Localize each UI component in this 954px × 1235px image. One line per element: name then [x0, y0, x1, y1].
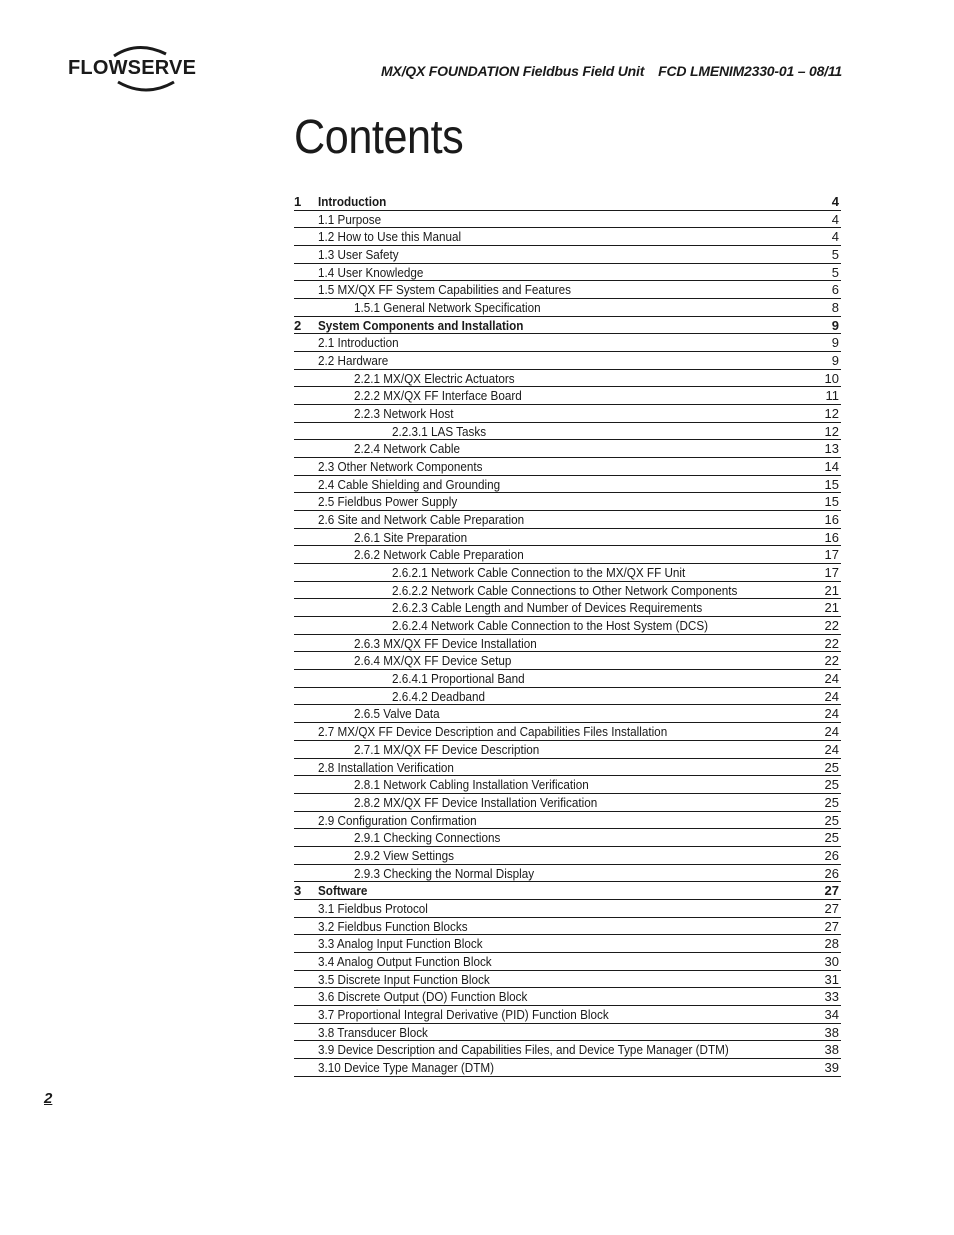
toc-entry-title: 2.8.2 MX/QX FF Device Installation Verification — [354, 794, 598, 810]
toc-entry-title: 2.2.1 MX/QX Electric Actuators — [354, 370, 515, 386]
toc-entry-title: 2.6.1 Site Preparation — [354, 529, 468, 545]
toc-page-number: 11 — [825, 388, 839, 404]
document-title: MX/QX FOUNDATION Fieldbus Field Unit — [380, 63, 645, 79]
toc-entry-row[interactable] — [294, 900, 841, 918]
toc-entry-title: 2.2.4 Network Cable — [354, 441, 461, 457]
toc-entry-row[interactable] — [294, 476, 841, 494]
toc-page-number: 4 — [831, 211, 839, 227]
toc-page-number: 24 — [824, 706, 839, 722]
toc-chapter-number: 1 — [294, 194, 302, 209]
toc-entry-title: 2.6.2.3 Cable Length and Number of Devices Requirements — [392, 600, 703, 616]
toc-entry-title: 1.3 User Safety — [318, 247, 399, 263]
toc-entry-title: 2.9 Configuration Confirmation — [318, 812, 477, 828]
toc-entry-row[interactable] — [294, 829, 841, 847]
toc-entry-row[interactable] — [294, 741, 841, 759]
toc-entry-row[interactable] — [294, 847, 841, 865]
toc-entry-title: 3.5 Discrete Input Function Block — [318, 971, 490, 987]
toc-chapter-row[interactable] — [294, 882, 841, 900]
toc-entry-row[interactable] — [294, 988, 841, 1006]
toc-entry-row[interactable] — [294, 723, 841, 741]
toc-page-number: 12 — [824, 406, 839, 422]
toc-page-number: 24 — [824, 724, 839, 740]
toc-entry-row[interactable] — [294, 423, 841, 441]
toc-entry-row[interactable] — [294, 246, 841, 264]
toc-page-number: 9 — [831, 335, 839, 351]
toc-page-number: 25 — [824, 777, 839, 793]
toc-entry-title: 1.5.1 General Network Specification — [354, 300, 541, 316]
toc-page-number: 15 — [824, 476, 839, 492]
toc-page-number: 5 — [831, 264, 839, 280]
toc-entry-row[interactable] — [294, 370, 841, 388]
toc-page-number: 21 — [824, 582, 839, 598]
page-number: 2 — [44, 1090, 53, 1107]
toc-entry-title: 2.5 Fieldbus Power Supply — [318, 494, 458, 510]
toc-entry-row[interactable] — [294, 405, 841, 423]
toc-chapter-number: 2 — [294, 317, 302, 333]
toc-entry-row[interactable] — [294, 599, 841, 617]
toc-entry-title: 1.2 How to Use this Manual — [318, 229, 462, 245]
toc-entry-row[interactable] — [294, 529, 841, 547]
toc-entry-row[interactable] — [294, 652, 841, 670]
toc-page-number: 28 — [824, 936, 839, 952]
toc-page-number: 16 — [824, 512, 839, 528]
toc-entry-row[interactable] — [294, 971, 841, 989]
toc-page-number: 24 — [824, 671, 839, 687]
toc-entry-title: 2.6.4.1 Proportional Band — [392, 671, 525, 687]
toc-entry-row[interactable] — [294, 617, 841, 635]
toc-entry-title: 3.1 Fieldbus Protocol — [318, 900, 428, 916]
toc-entry-title: 2.9.3 Checking the Normal Display — [354, 865, 535, 881]
toc-entry-row[interactable] — [294, 281, 841, 299]
toc-entry-title: 2.7.1 MX/QX FF Device Description — [354, 741, 540, 757]
toc-entry-row[interactable] — [294, 299, 841, 317]
toc-page-number: 22 — [824, 618, 839, 634]
toc-entry-title: 1.5 MX/QX FF System Capabilities and Features — [318, 282, 571, 298]
toc-entry-row[interactable] — [294, 440, 841, 458]
toc-entry-title: 3.10 Device Type Manager (DTM) — [318, 1059, 495, 1075]
toc-entry-title: 2.6.2 Network Cable Preparation — [354, 547, 524, 563]
toc-page-number: 30 — [824, 953, 839, 969]
toc-page-number: 25 — [824, 812, 839, 828]
toc-page-number: 25 — [824, 759, 839, 775]
toc-entry-title: 2.8.1 Network Cabling Installation Verification — [354, 777, 589, 793]
toc-page-number: 34 — [824, 1006, 839, 1022]
toc-entry-title: 2.7 MX/QX FF Device Description and Capabilities Files Installation — [318, 724, 668, 740]
toc-entry-title: 2.9.1 Checking Connections — [354, 830, 501, 846]
toc-entry-row[interactable] — [294, 812, 841, 830]
toc-entry-title: 2.6 Site and Network Cable Preparation — [318, 512, 525, 528]
toc-entry-title: 2.2.2 MX/QX FF Interface Board — [354, 388, 522, 404]
toc-chapter-number: 3 — [294, 883, 302, 899]
table-of-contents — [294, 193, 841, 1077]
toc-entry-row[interactable] — [294, 635, 841, 653]
toc-page-number: 22 — [824, 635, 839, 651]
toc-entry-title: 3.7 Proportional Integral Derivative (PID) Function Block — [318, 1006, 609, 1022]
toc-entry-row[interactable] — [294, 1059, 841, 1077]
toc-entry-row[interactable] — [294, 1006, 841, 1024]
toc-entry-row[interactable] — [294, 352, 841, 370]
toc-entry-title: 2.6.4.2 Deadband — [392, 688, 486, 704]
toc-entry-row[interactable] — [294, 511, 841, 529]
toc-page-number: 27 — [824, 918, 839, 934]
toc-page-number: 16 — [824, 529, 839, 545]
toc-page-number: 24 — [824, 688, 839, 704]
toc-entry-title: Software — [318, 883, 368, 899]
toc-entry-row[interactable] — [294, 953, 841, 971]
toc-entry-row[interactable] — [294, 705, 841, 723]
toc-page-number: 4 — [831, 229, 839, 245]
toc-page-number: 4 — [831, 194, 839, 209]
toc-page-number: 39 — [824, 1059, 839, 1075]
flowserve-logo — [68, 42, 208, 98]
toc-page-number: 25 — [824, 794, 839, 810]
toc-page-number: 21 — [824, 600, 839, 616]
toc-entry-title: 3.4 Analog Output Function Block — [318, 953, 492, 969]
toc-page-number: 17 — [824, 547, 839, 563]
toc-entry-row[interactable] — [294, 776, 841, 794]
toc-entry-row[interactable] — [294, 564, 841, 582]
toc-entry-title: 2.1 Introduction — [318, 335, 399, 351]
toc-page-number: 26 — [824, 847, 839, 863]
toc-page-number: 31 — [824, 971, 839, 987]
toc-page-number: 38 — [824, 1042, 839, 1058]
toc-page-number: 22 — [824, 653, 839, 669]
toc-entry-title: 3.3 Analog Input Function Block — [318, 936, 483, 952]
toc-entry-title: 2.8 Installation Verification — [318, 759, 454, 775]
toc-page-number: 26 — [824, 865, 839, 881]
toc-page-number: 6 — [831, 282, 839, 298]
toc-entry-row[interactable] — [294, 493, 841, 511]
toc-entry-row[interactable] — [294, 865, 841, 883]
toc-page-number: 38 — [824, 1024, 839, 1040]
toc-entry-title: 3.9 Device Description and Capabilities Files, and Device Type Manager (DTM) — [318, 1042, 729, 1058]
toc-entry-title: 3.6 Discrete Output (DO) Function Block — [318, 989, 528, 1005]
toc-entry-title: 2.2.3 Network Host — [354, 406, 454, 422]
toc-entry-row[interactable] — [294, 228, 841, 246]
toc-entry-title: System Components and Installation — [318, 317, 524, 333]
toc-entry-row[interactable] — [294, 1041, 841, 1059]
toc-page-number: 15 — [824, 494, 839, 510]
toc-page-number: 33 — [824, 989, 839, 1005]
toc-entry-title: 2.6.3 MX/QX FF Device Installation — [354, 635, 537, 651]
toc-page-number: 5 — [831, 247, 839, 263]
toc-page-number: 27 — [824, 900, 839, 916]
toc-page-number: 24 — [824, 741, 839, 757]
toc-entry-row[interactable] — [294, 1024, 841, 1042]
toc-entry-title: 2.6.5 Valve Data — [354, 706, 440, 722]
toc-entry-title: 2.4 Cable Shielding and Grounding — [318, 476, 501, 492]
toc-entry-row[interactable] — [294, 670, 841, 688]
toc-entry-title: 2.6.2.4 Network Cable Connection to the Host System (DCS) — [392, 618, 709, 634]
toc-entry-title: Introduction — [318, 194, 387, 209]
toc-entry-row[interactable] — [294, 334, 841, 352]
toc-entry-title: 2.9.2 View Settings — [354, 847, 454, 863]
toc-entry-title: 3.2 Fieldbus Function Blocks — [318, 918, 468, 934]
toc-entry-row[interactable] — [294, 918, 841, 936]
toc-entry-title: 2.6.2.2 Network Cable Connections to Other Network Components — [392, 582, 738, 598]
document-header — [381, 63, 842, 79]
toc-entry-row[interactable] — [294, 458, 841, 476]
logo-wordmark: FLOWSERVE — [68, 57, 197, 79]
toc-page-number: 12 — [824, 423, 839, 439]
toc-entry-title: 1.4 User Knowledge — [318, 264, 424, 280]
toc-entry-row[interactable] — [294, 387, 841, 405]
toc-entry-row[interactable] — [294, 794, 841, 812]
toc-page-number: 13 — [824, 441, 839, 457]
toc-page-number: 9 — [831, 317, 839, 333]
toc-entry-row[interactable] — [294, 546, 841, 564]
toc-entry-title: 2.2.3.1 LAS Tasks — [392, 423, 487, 439]
toc-entry-row[interactable] — [294, 264, 841, 282]
toc-page-number: 17 — [824, 565, 839, 581]
document-code: FCD LMENIM2330-01 – 08/11 — [658, 63, 842, 79]
toc-entry-title: 2.6.2.1 Network Cable Connection to the MX/QX FF Unit — [392, 565, 686, 581]
toc-page-number: 14 — [824, 459, 839, 475]
toc-entry-title: 2.2 Hardware — [318, 353, 389, 369]
toc-entry-row[interactable] — [294, 688, 841, 706]
toc-entry-row[interactable] — [294, 759, 841, 777]
toc-entry-title: 2.3 Other Network Components — [318, 459, 483, 475]
toc-page-number: 10 — [824, 370, 839, 386]
toc-entry-title: 2.6.4 MX/QX FF Device Setup — [354, 653, 512, 669]
toc-page-number: 9 — [831, 353, 839, 369]
toc-chapter-row[interactable] — [294, 193, 841, 211]
toc-page-number: 8 — [831, 300, 839, 316]
toc-chapter-row[interactable] — [294, 317, 841, 335]
toc-page-number: 25 — [824, 830, 839, 846]
toc-entry-row[interactable] — [294, 582, 841, 600]
toc-entry-row[interactable] — [294, 211, 841, 229]
toc-page-number: 27 — [824, 883, 839, 899]
toc-entry-title: 3.8 Transducer Block — [318, 1024, 428, 1040]
toc-entry-row[interactable] — [294, 935, 841, 953]
toc-entry-title: 1.1 Purpose — [318, 211, 382, 227]
page-title: Contents — [294, 111, 464, 164]
